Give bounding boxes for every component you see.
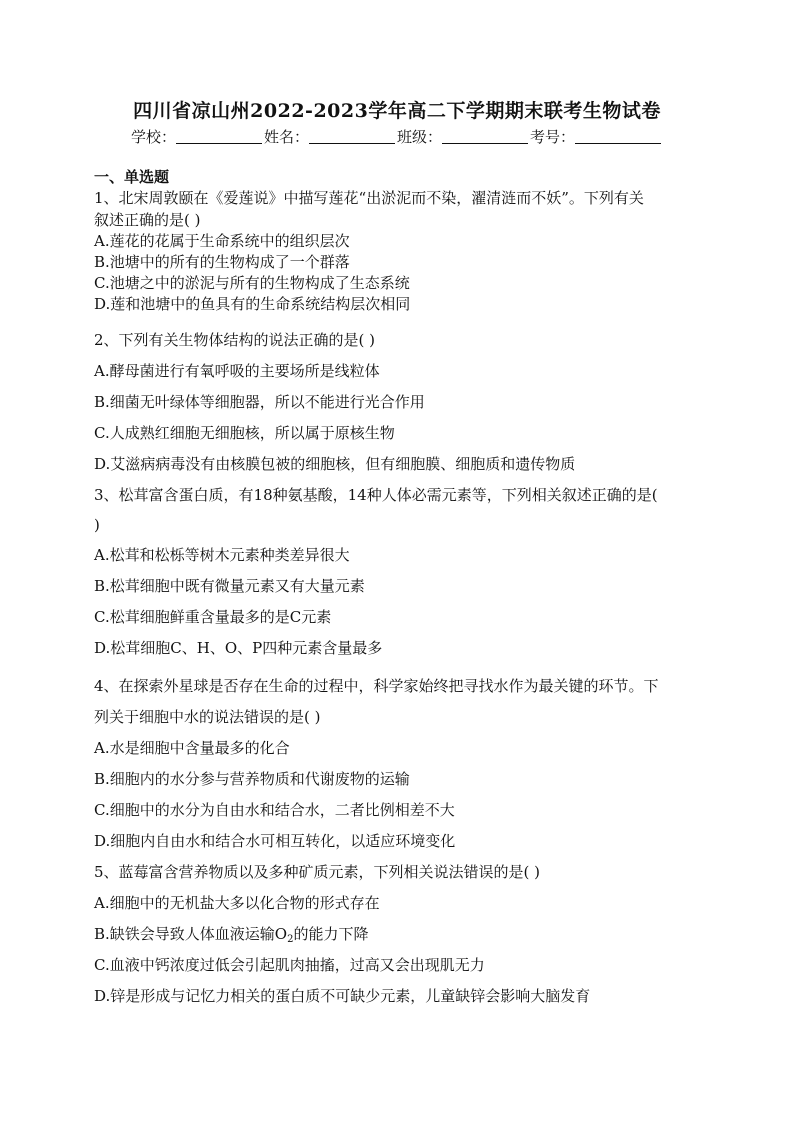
- question-2-option-a: A.酵母菌进行有氧呼吸的主要场所是线粒体: [94, 362, 380, 380]
- question-1-stem-line-1: 1、北宋周敦颐在《爱莲说》中描写莲花“出淤泥而不染，濯清涟而不妖”。下列有关: [94, 189, 644, 207]
- question-2-option-d: D.艾滋病病毒没有由核膜包被的细胞核，但有细胞膜、细胞质和遗传物质: [94, 455, 576, 473]
- question-1-option-b: B.池塘中的所有的生物构成了一个群落: [94, 253, 350, 271]
- section-heading: 一、单选题: [94, 168, 170, 186]
- question-3-option-a: A.松茸和松栎等树木元素种类差异很大: [94, 546, 350, 564]
- class-label: 班级：: [397, 128, 443, 146]
- name-blank: [309, 129, 395, 144]
- question-1-option-c: C.池塘之中的淤泥与所有的生物构成了生态系统: [94, 274, 410, 292]
- question-2-option-c: C.人成熟红细胞无细胞核，所以属于原核生物: [94, 424, 395, 442]
- class-blank: [442, 129, 528, 144]
- exam-number-label: 考号：: [530, 128, 576, 146]
- question-5-option-b-text: B.缺铁会导致人体血液运输: [94, 925, 275, 943]
- question-5-stem: 5、蓝莓富含营养物质以及多种矿质元素，下列相关说法错误的是( ): [94, 863, 541, 881]
- question-1-option-d: D.莲和池塘中的鱼具有的生命系统结构层次相同: [94, 295, 411, 313]
- school-label: 学校：: [130, 128, 176, 146]
- name-label: 姓名：: [263, 128, 309, 146]
- school-blank: [176, 129, 262, 144]
- question-3-option-c: C.松茸细胞鲜重含量最多的是C元素: [94, 608, 332, 626]
- question-2-option-b: B.细菌无叶绿体等细胞器，所以不能进行光合作用: [94, 393, 425, 411]
- exam-number-blank: [575, 129, 661, 144]
- question-4-option-b: B.细胞内的水分参与营养物质和代谢废物的运输: [94, 770, 410, 788]
- question-5-option-c: C.血液中钙浓度过低会引起肌肉抽搐，过高又会出现肌无力: [94, 956, 485, 974]
- oxygen-formula: O: [274, 925, 288, 943]
- question-5-option-a: A.细胞中的无机盐大多以化合物的形式存在: [94, 894, 380, 912]
- question-1-option-a: A.莲花的花属于生命系统中的组织层次: [94, 232, 350, 250]
- student-info-row: [0, 126, 794, 147]
- exam-title: 四川省凉山州2022-2023学年高二下学期期末联考生物试卷: [133, 100, 661, 122]
- question-2-stem: 2、下列有关生物体结构的说法正确的是( ): [94, 331, 376, 349]
- question-3-stem-line-2: ): [94, 516, 100, 534]
- question-3-option-b: B.松茸细胞中既有微量元素又有大量元素: [94, 577, 365, 595]
- question-3-option-d: D.松茸细胞C、H、O、P四种元素含量最多: [94, 639, 383, 657]
- question-4-option-a: A.水是细胞中含量最多的化合: [94, 739, 290, 757]
- question-3-stem-line-1: 3、松茸富含蛋白质，有18种氨基酸，14种人体必需元素等，下列相关叙述正确的是(: [94, 486, 658, 504]
- oxygen-subscript: 2: [287, 934, 294, 945]
- question-5-option-b: [94, 924, 369, 950]
- question-4-option-c: C.细胞中的水分为自由水和结合水，二者比例相差不大: [94, 801, 455, 819]
- question-4-stem-line-1: 4、在探索外星球是否存在生命的过程中，科学家始终把寻找水作为最关键的环节。下: [94, 677, 659, 695]
- question-4-stem-line-2: 列关于细胞中水的说法错误的是( ): [94, 708, 321, 726]
- question-1-stem-line-2: 叙述正确的是( ): [94, 211, 201, 229]
- question-5-option-b-tail: 的能力下降: [293, 925, 369, 943]
- question-4-option-d: D.细胞内自由水和结合水可相互转化，以适应环境变化: [94, 832, 456, 850]
- question-5-option-d: D.锌是形成与记忆力相关的蛋白质不可缺少元素，儿童缺锌会影响大脑发育: [94, 987, 591, 1005]
